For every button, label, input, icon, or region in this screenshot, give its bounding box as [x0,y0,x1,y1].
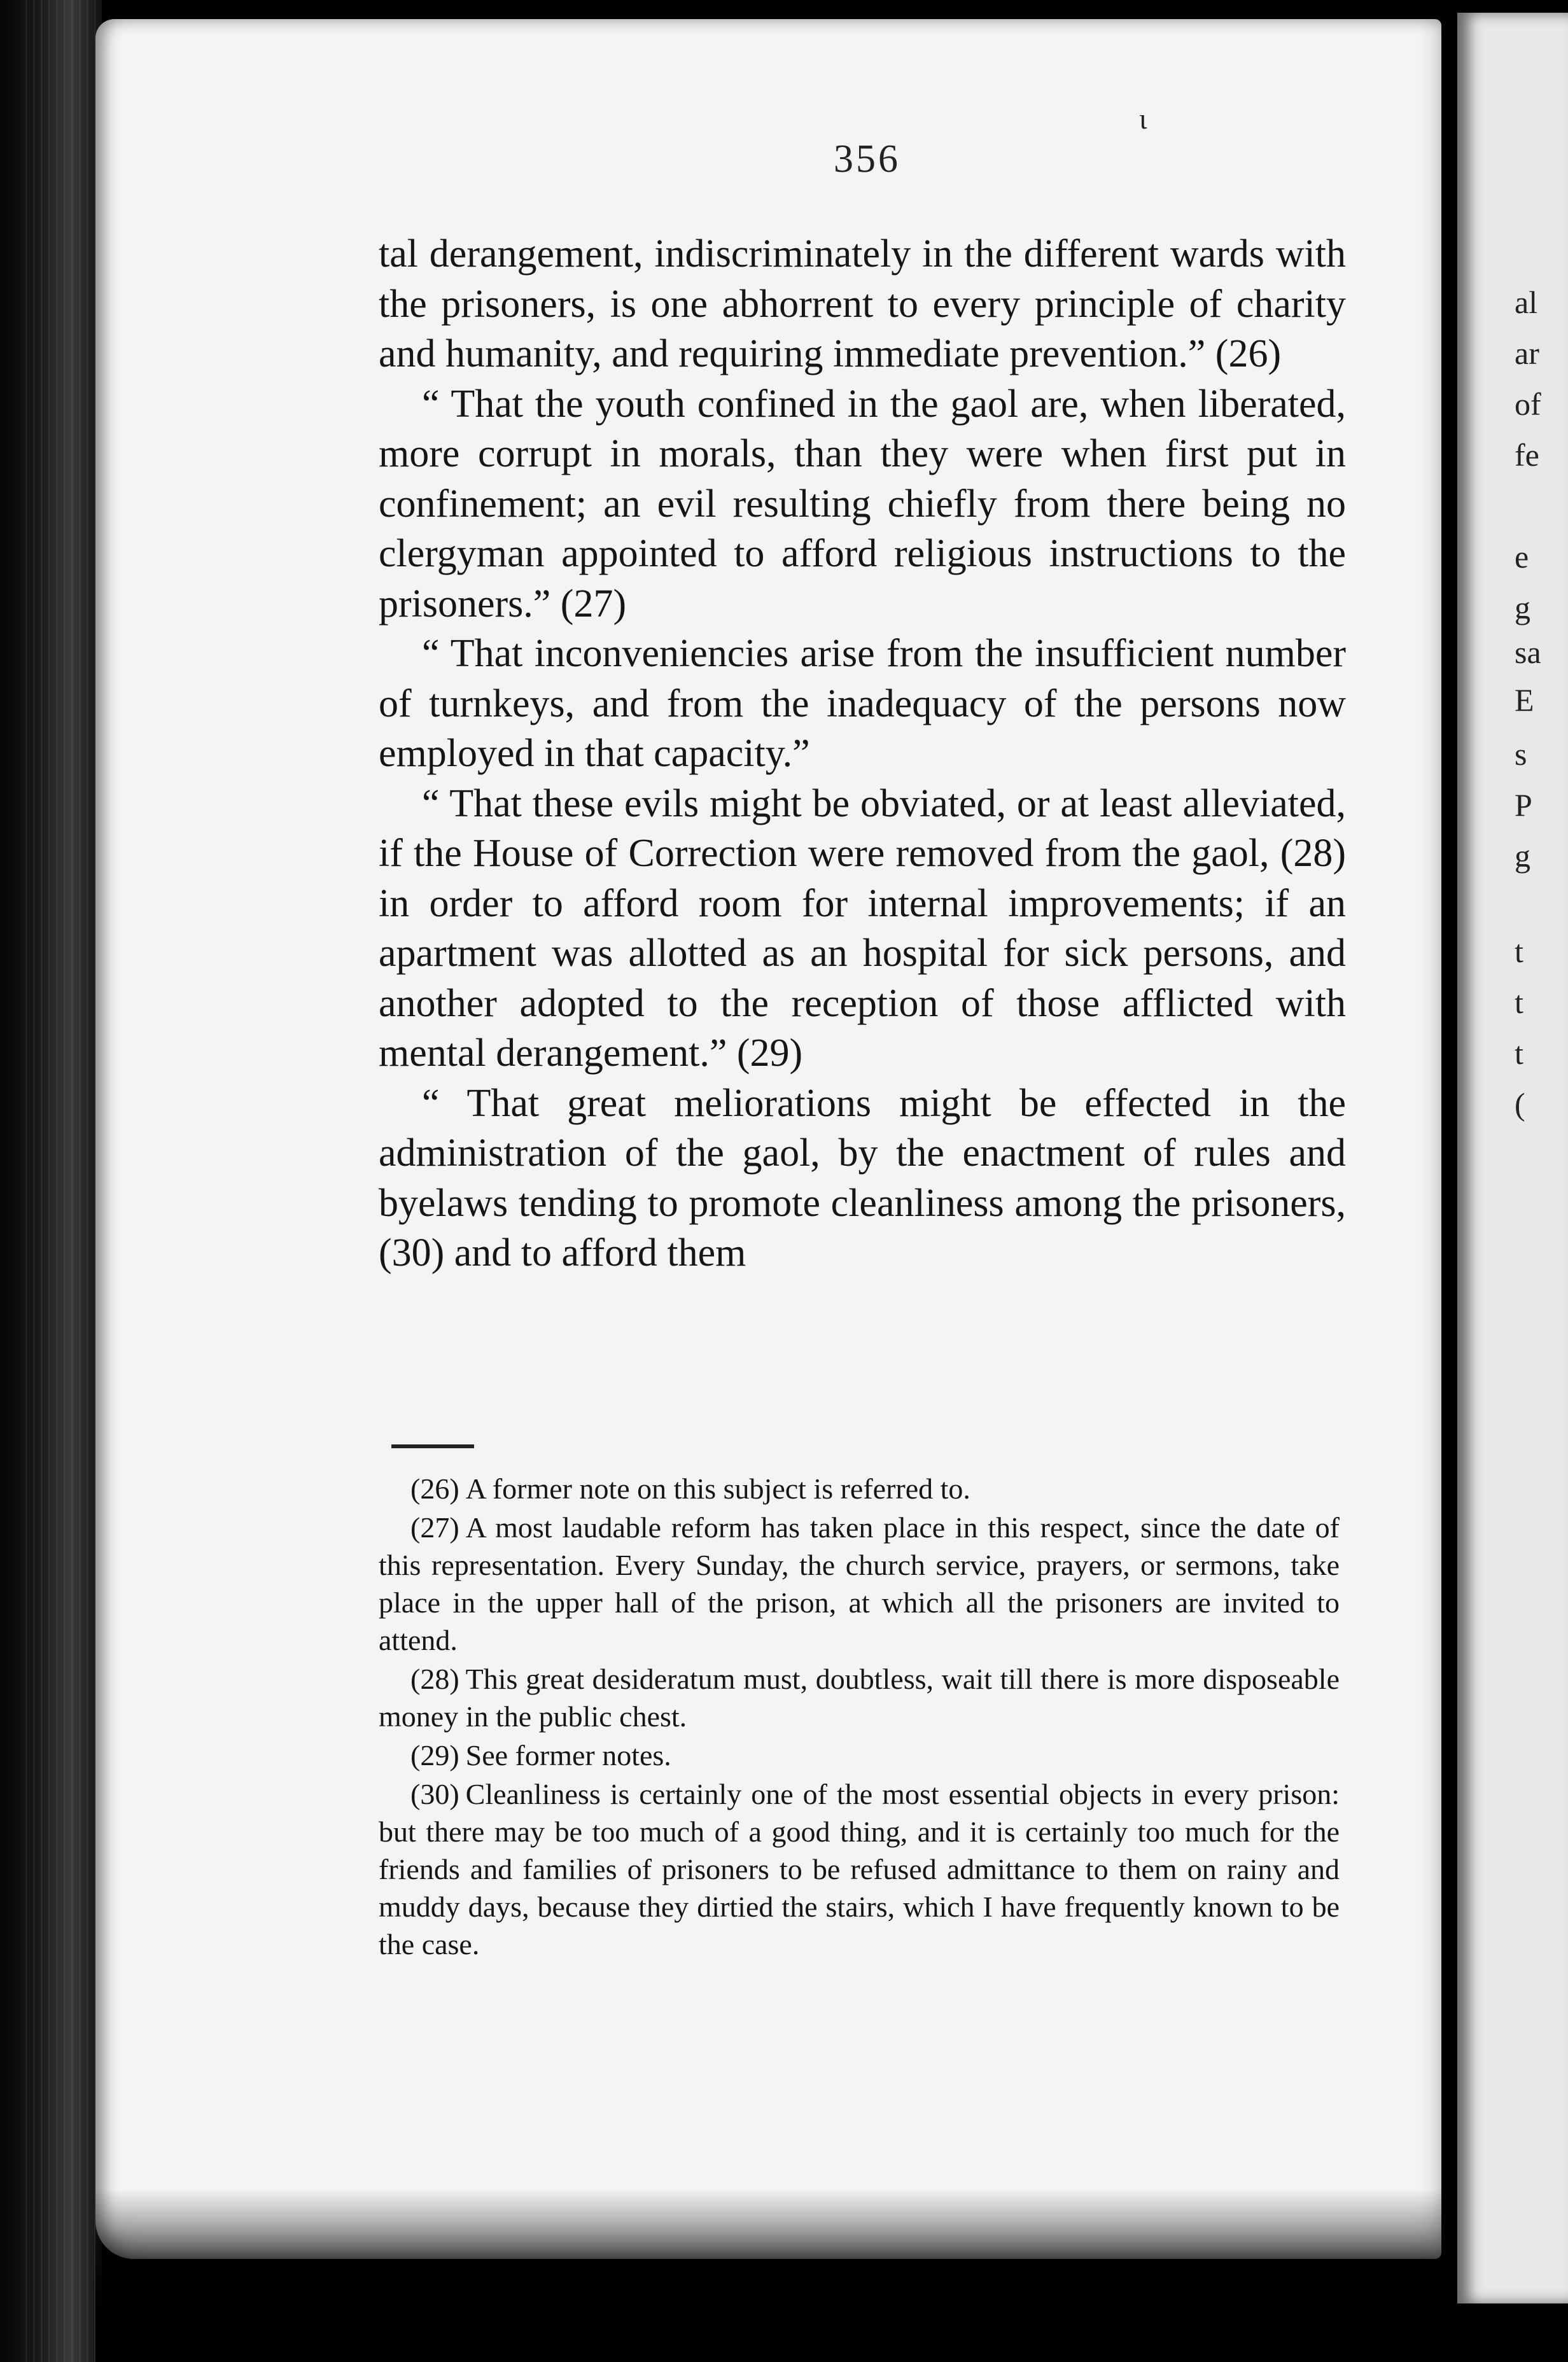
page-number: 356 [834,137,900,181]
footnotes [379,1470,1340,1964]
footnote [379,1660,1340,1735]
adjacent-fragment: t [1515,984,1523,1020]
adjacent-fragment: t [1515,1035,1523,1071]
adjacent-fragment: g [1515,838,1530,874]
footnote-rule [391,1444,474,1448]
body-text [379,229,1346,1278]
body-paragraph: “ That these evils might be obviated, or at least alleviated, if the House of Correction were removed from the gaol, (28) in order to afford room for internal improvements; if an apartment was allotted as an hospital for sick persons, and another adopted to the reception of those afflicted with mental derangement.” (29) [379,781,1346,1075]
adjacent-fragment: fe [1515,437,1539,473]
adjacent-fragment: e [1515,539,1529,575]
footnote-number: (30) [410,1778,459,1810]
adjacent-fragment: t [1515,933,1523,969]
adjacent-fragment: al [1515,284,1538,320]
adjacent-fragment: g [1515,590,1530,625]
stray-mark: ι [1139,102,1147,135]
footnote [379,1470,1340,1507]
body-paragraph: “ That inconveniencies arise from the insufficient number of turnkeys, and from the inadequacy of the persons now employed in that capacity.” [379,632,1346,775]
footnote-text: See former notes. [465,1739,671,1772]
footnote-number: (26) [410,1472,459,1505]
footnote-number: (28) [410,1663,459,1695]
footnote-text: A former note on this subject is referred to. [465,1472,970,1505]
body-paragraph: tal derangement, indiscriminately in the different wards with the prisoners, is one abhorrent to every principle of charity and humanity, and requiring immediate prevention.” (26) [379,232,1346,375]
footnote-text: This great desideratum must, doubtless, wait till there is more disposeable money in the public chest. [379,1663,1340,1733]
adjacent-fragment: of [1515,386,1541,422]
adjacent-fragment: E [1515,682,1534,718]
adjacent-fragment: s [1515,736,1527,772]
footnote [379,1737,1340,1774]
footnote-number: (27) [410,1511,459,1544]
footnote-text: A most laudable reform has taken place in this respect, since the date of this representation. Every Sunday, the church service, prayers, or sermons, take place in the upper hall of the prison, at which all the prisoners are invited to attend. [379,1511,1340,1656]
adjacent-fragment: sa [1515,634,1541,670]
adjacent-fragment: P [1515,787,1532,823]
adjacent-page [1457,13,1568,2303]
footnote-number: (29) [410,1739,459,1772]
adjacent-fragment: ar [1515,335,1539,371]
gutter-page-edges [25,0,95,2362]
footnote-text: Cleanliness is certainly one of the most essential objects in every prison: but there may be too much of a good thing, and it is certainly too much for the friends and families of prisoners to be refused admittance to them on rainy and muddy days, because they dirtied the stairs, which I have frequently known to be the case. [379,1778,1340,1960]
body-paragraph: “ That great meliorations might be effected in the administration of the gaol, by the enactment of rules and byelaws tending to promote cleanliness among the prisoners, (30) and to afford them [379,1081,1346,1275]
footnote [379,1509,1340,1659]
body-paragraph: “ That the youth confined in the gaol are, when liberated, more corrupt in morals, than they were when first put in confinement; an evil resulting chiefly from there being no clergyman appointed to afford religious instructions to the prisoners.” (27) [379,382,1346,625]
page-bottom-shadow [95,2189,1441,2362]
adjacent-fragment: ( [1515,1086,1525,1122]
footnote [379,1775,1340,1963]
